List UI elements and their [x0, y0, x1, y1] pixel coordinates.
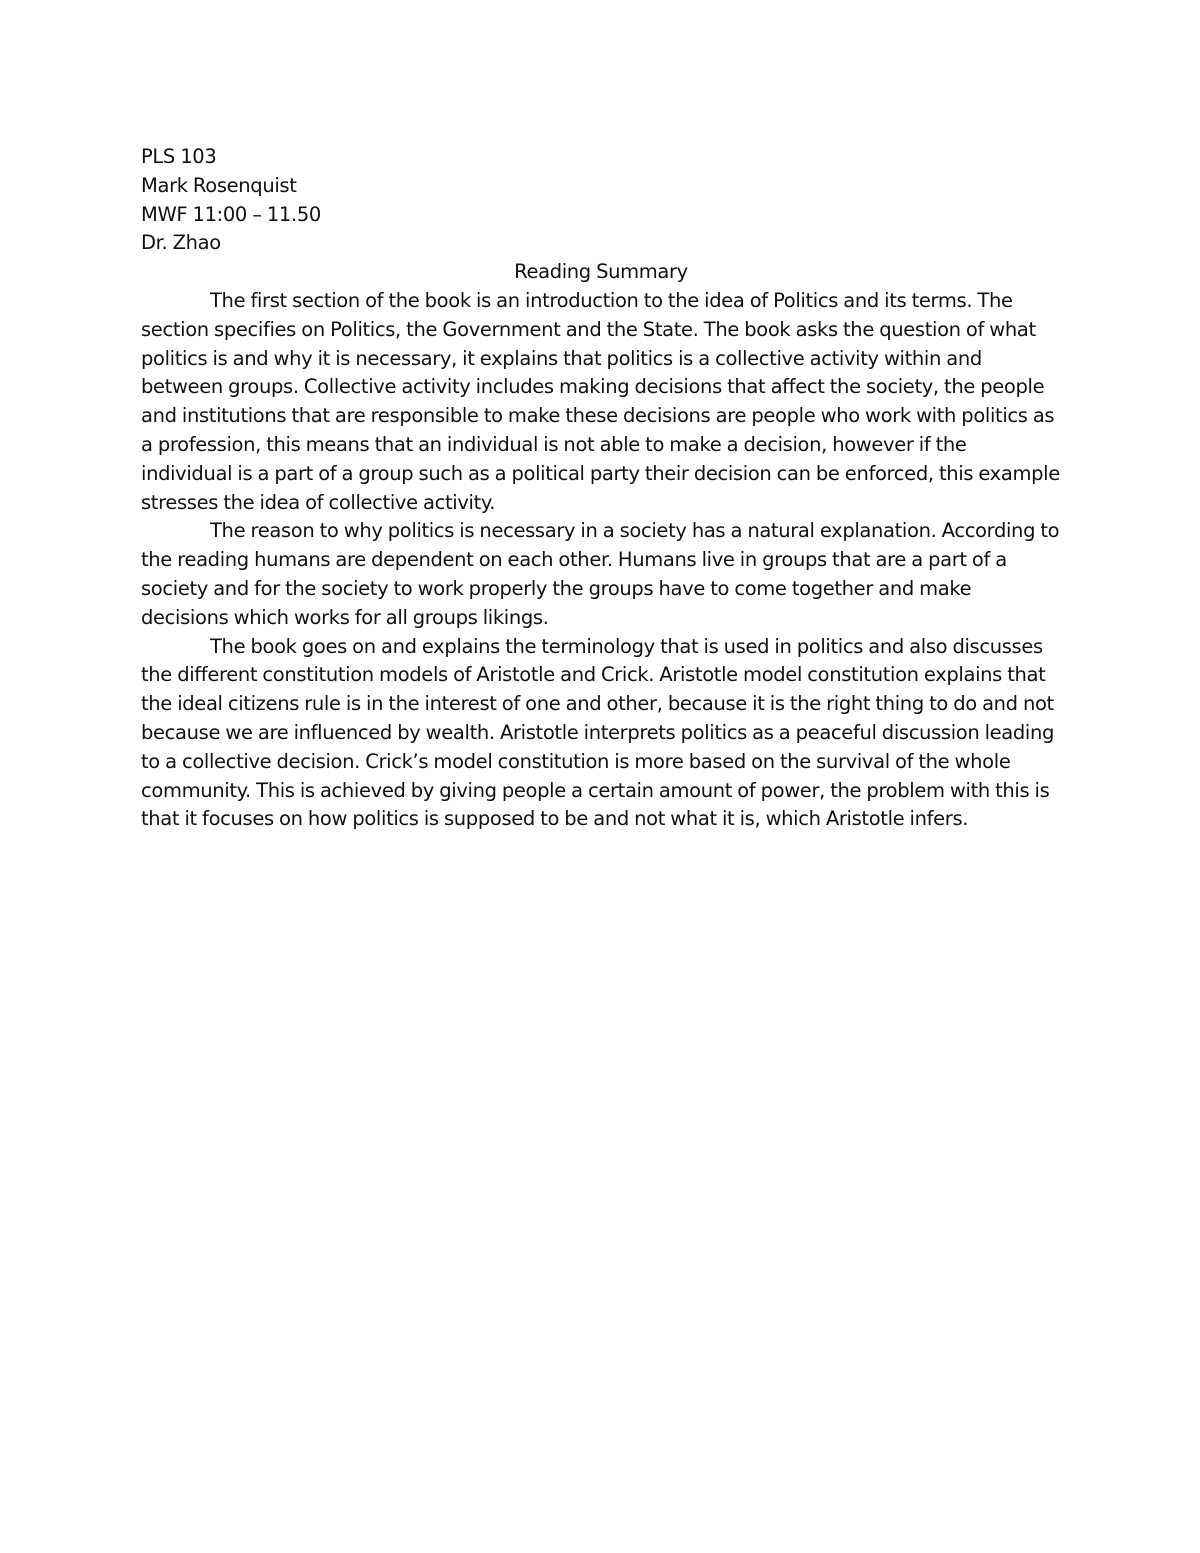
course-code: PLS 103	[141, 145, 217, 168]
paragraph-introduction: The first section of the book is an introduction to the idea of Politics and its terms. The section specifies on Politics, the Government and the State. The book asks the question of what politics is and why it is necessary, it explains that politics is a collective activity within and between groups. Collective activity includes making decisions that affect the society, the people and institutions that are responsible to make these decisions are people who work with politics as a profession, this means that an individual is not able to make a decision, however if the individual is a part of a group such as a political party their decision can be enforced, this example stresses the idea of collective activity.	[141, 288, 1060, 514]
instructor-name: Dr. Zhao	[141, 231, 221, 255]
class-schedule: MWF 11:00 – 11.50	[141, 202, 321, 226]
document-title: Reading Summary	[514, 260, 688, 284]
paragraph-constitution-models: The book goes on and explains the terminology that is used in politics and also discusses the different constitution models of Aristotle and Crick. Aristotle model constitution explains that the ideal citizens rule is in the interest of one and other, because it is the right thing to do and not because we are influenced by wealth. Aristotle interprets politics as a peaceful discussion leading to a collective decision. Crick’s model constitution is more based on the survival of the whole community. This is achieved by giving people a certain amount of power, the problem with this is that it focuses on how politics is supposed to be and not what it is, which Aristotle infers.	[141, 634, 1055, 831]
paragraph-necessity: The reason to why politics is necessary in a society has a natural explanation. According to the reading humans are dependent on each other. Humans live in groups that are a part of a society and for the society to work properly the groups have to come together and make decisions which works for all groups likings.	[141, 519, 1060, 629]
student-name: Mark Rosenquist	[141, 173, 297, 197]
document-body	[141, 143, 1061, 834]
